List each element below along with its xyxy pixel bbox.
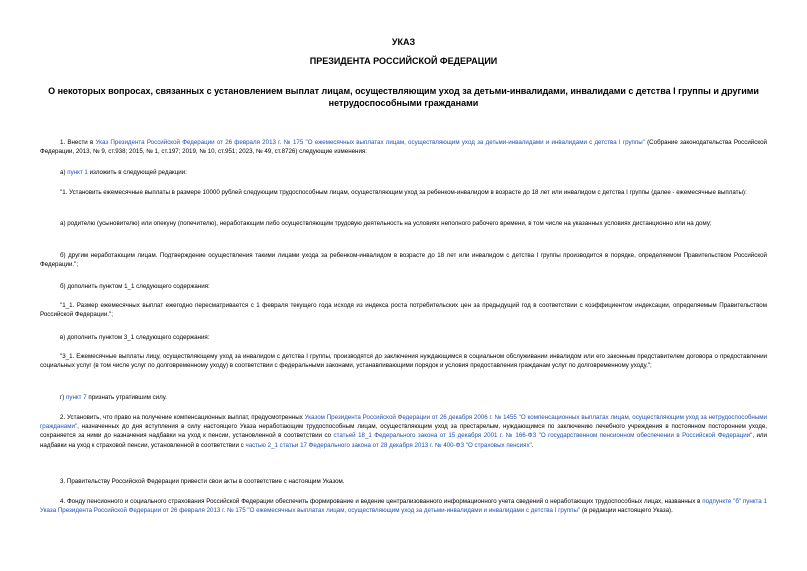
issuer-title: ПРЕЗИДЕНТА РОССИЙСКОЙ ФЕДЕРАЦИИ bbox=[309, 56, 498, 66]
text: б) дополнить пунктом 1_1 следующего содержания: bbox=[60, 283, 210, 290]
text: признать утратившим силу. bbox=[86, 394, 167, 401]
text: в) дополнить пунктом 3_1 следующего содержания: bbox=[60, 334, 210, 341]
document-type-title: УКАЗ bbox=[391, 37, 416, 47]
paragraph-point-1a bbox=[40, 219, 767, 228]
text: "1_1. Размер ежемесячных выплат ежегодно пересматривается с 1 февраля текущего года исходя из индекса роста потребительских цен за предыдущий год в соответствии с коэффициентом индексации, определяемым Правительством Российской Федерации."; bbox=[40, 302, 767, 319]
link-decree-175[interactable]: Указ Президента Российской Федерации от 26 февраля 2013 г. № 175 "О ежемесячных выплатах лицам, осуществляющим уход за детьми-инвалидами и инвалидами с детства I группы" bbox=[95, 139, 645, 146]
link-point-1[interactable]: пункт 1 bbox=[67, 169, 88, 176]
paragraph-1d bbox=[40, 393, 767, 402]
paragraph-3 bbox=[40, 477, 767, 486]
text: б) другим неработающим лицам. Подтверждение осуществления такими лицами ухода за ребенком-инвалидом в возрасте до 18 лет или инвалидом с детства I группы производится в порядке, определяемом Правительством Российской Федерации."; bbox=[40, 252, 767, 269]
text: а) родителю (усыновителю) или опекуну (попечителю), неработающим либо осуществляющим трудовую деятельность на условиях неполного рабочего времени, в том числе на указанных условиях дистанционно или на дому; bbox=[60, 220, 712, 227]
text: 4. Фонду пенсионного и социального страхования Российской Федерации обеспечить формирование и ведение централизованного информационного учета сведений о неработающих трудоспособных лицах, названных в bbox=[60, 498, 703, 505]
document-subject: О некоторых вопросах, связанных с установлением выплат лицам, осуществляющим уход за детьми-инвалидами, инвалидами с детства I группы и другими нетрудоспособными гражданами bbox=[48, 86, 759, 108]
text: 2. Установить, что право на получение компенсационных выплат, предусмотренных bbox=[60, 414, 305, 421]
text: "3_1. Ежемесячные выплаты лицу, осуществляющему уход за инвалидом с детства I группы, производятся до заключения нуждающимся в социальном обслуживании инвалидом или его законным представителем договора о предоставлении социальных услуг (в том числе услуг по долговременному уходу) в соответствии с федеральными законами, устанавливающими порядок и условия предоставления гражданам услуг по долговременному уходу."; bbox=[40, 353, 767, 370]
text: , назначенных до дня вступления в силу настоящего Указа неработающим трудоспособным лицам, осуществляющим уход за престарелым, нуждающимся по заключению лечебного учреждения в постоянном постороннем уходе, сохраняется за ними до назначения надбавки на уход к пенсии, установленной в соответствии со bbox=[40, 423, 767, 440]
link-part-2-1-article-17[interactable]: частью 2_1 статьи 17 Федерального закона от 28 декабря 2013 г. № 400-ФЗ "О страховых пенсиях" bbox=[245, 441, 532, 449]
paragraph-1 bbox=[40, 138, 767, 156]
text: , или надбавки на уход к страховой пенсии, установленной в соответствии с bbox=[40, 432, 768, 449]
text: 3. Правительству Российской Федерации привести свои акты в соответствие с настоящим Указом. bbox=[60, 478, 345, 485]
paragraph-1b bbox=[40, 282, 767, 291]
text: . bbox=[531, 441, 534, 449]
link-article-18-1[interactable]: статьей 18_1 Федерального закона от 15 декабря 2001 г. № 166-ФЗ "О государственном пенсионном обеспечении в Российской Федерации" bbox=[333, 432, 753, 440]
paragraph-4 bbox=[40, 497, 767, 515]
paragraph-point-1-1 bbox=[40, 301, 767, 319]
text: а) bbox=[60, 169, 68, 176]
paragraph-point-3-1 bbox=[40, 352, 767, 370]
link-decree-1455[interactable]: Указом Президента Российской Федерации от 26 декабря 2006 г. № 1455 "О компенсационных выплатах лицам, осуществляющим уход за нетрудоспособными гражданами" bbox=[40, 414, 767, 431]
link-point-7[interactable]: пункт 7 bbox=[66, 394, 87, 401]
text: (в редакции настоящего Указа). bbox=[580, 507, 673, 515]
text: 1. Внести в bbox=[60, 139, 96, 146]
text: (Собрание законодательства Российской Федерации, 2013, № 9, ст.938; 2015, № 1, ст.197; 2019, № 10, ст.951; 2023, № 49, ст.8726) следующие изменения: bbox=[40, 139, 767, 156]
link-subpoint-b-point-1[interactable]: подпункте "б" пункта 1 Указа Президента Российской Федерации от 26 февраля 2013 г. № 175 "О ежемесячных выплатах лицам, осуществляющим уход за детьми-инвалидами и инвалидами с детства I группы" bbox=[40, 498, 767, 515]
paragraph-2 bbox=[40, 413, 767, 450]
text: "1. Установить ежемесячные выплаты в размере 10000 рублей следующим трудоспособным лицам, осуществляющим уход за ребенком-инвалидом в возрасте до 18 лет или инвалидом с детства I группы (далее - ежемесячные выплаты): bbox=[60, 189, 747, 196]
text: г) bbox=[60, 394, 67, 401]
paragraph-1c bbox=[40, 333, 767, 342]
text: изложить в следующей редакции: bbox=[87, 169, 187, 176]
paragraph-point-1b bbox=[40, 251, 767, 269]
paragraph-1a bbox=[40, 168, 767, 177]
paragraph-point-1 bbox=[40, 188, 767, 197]
